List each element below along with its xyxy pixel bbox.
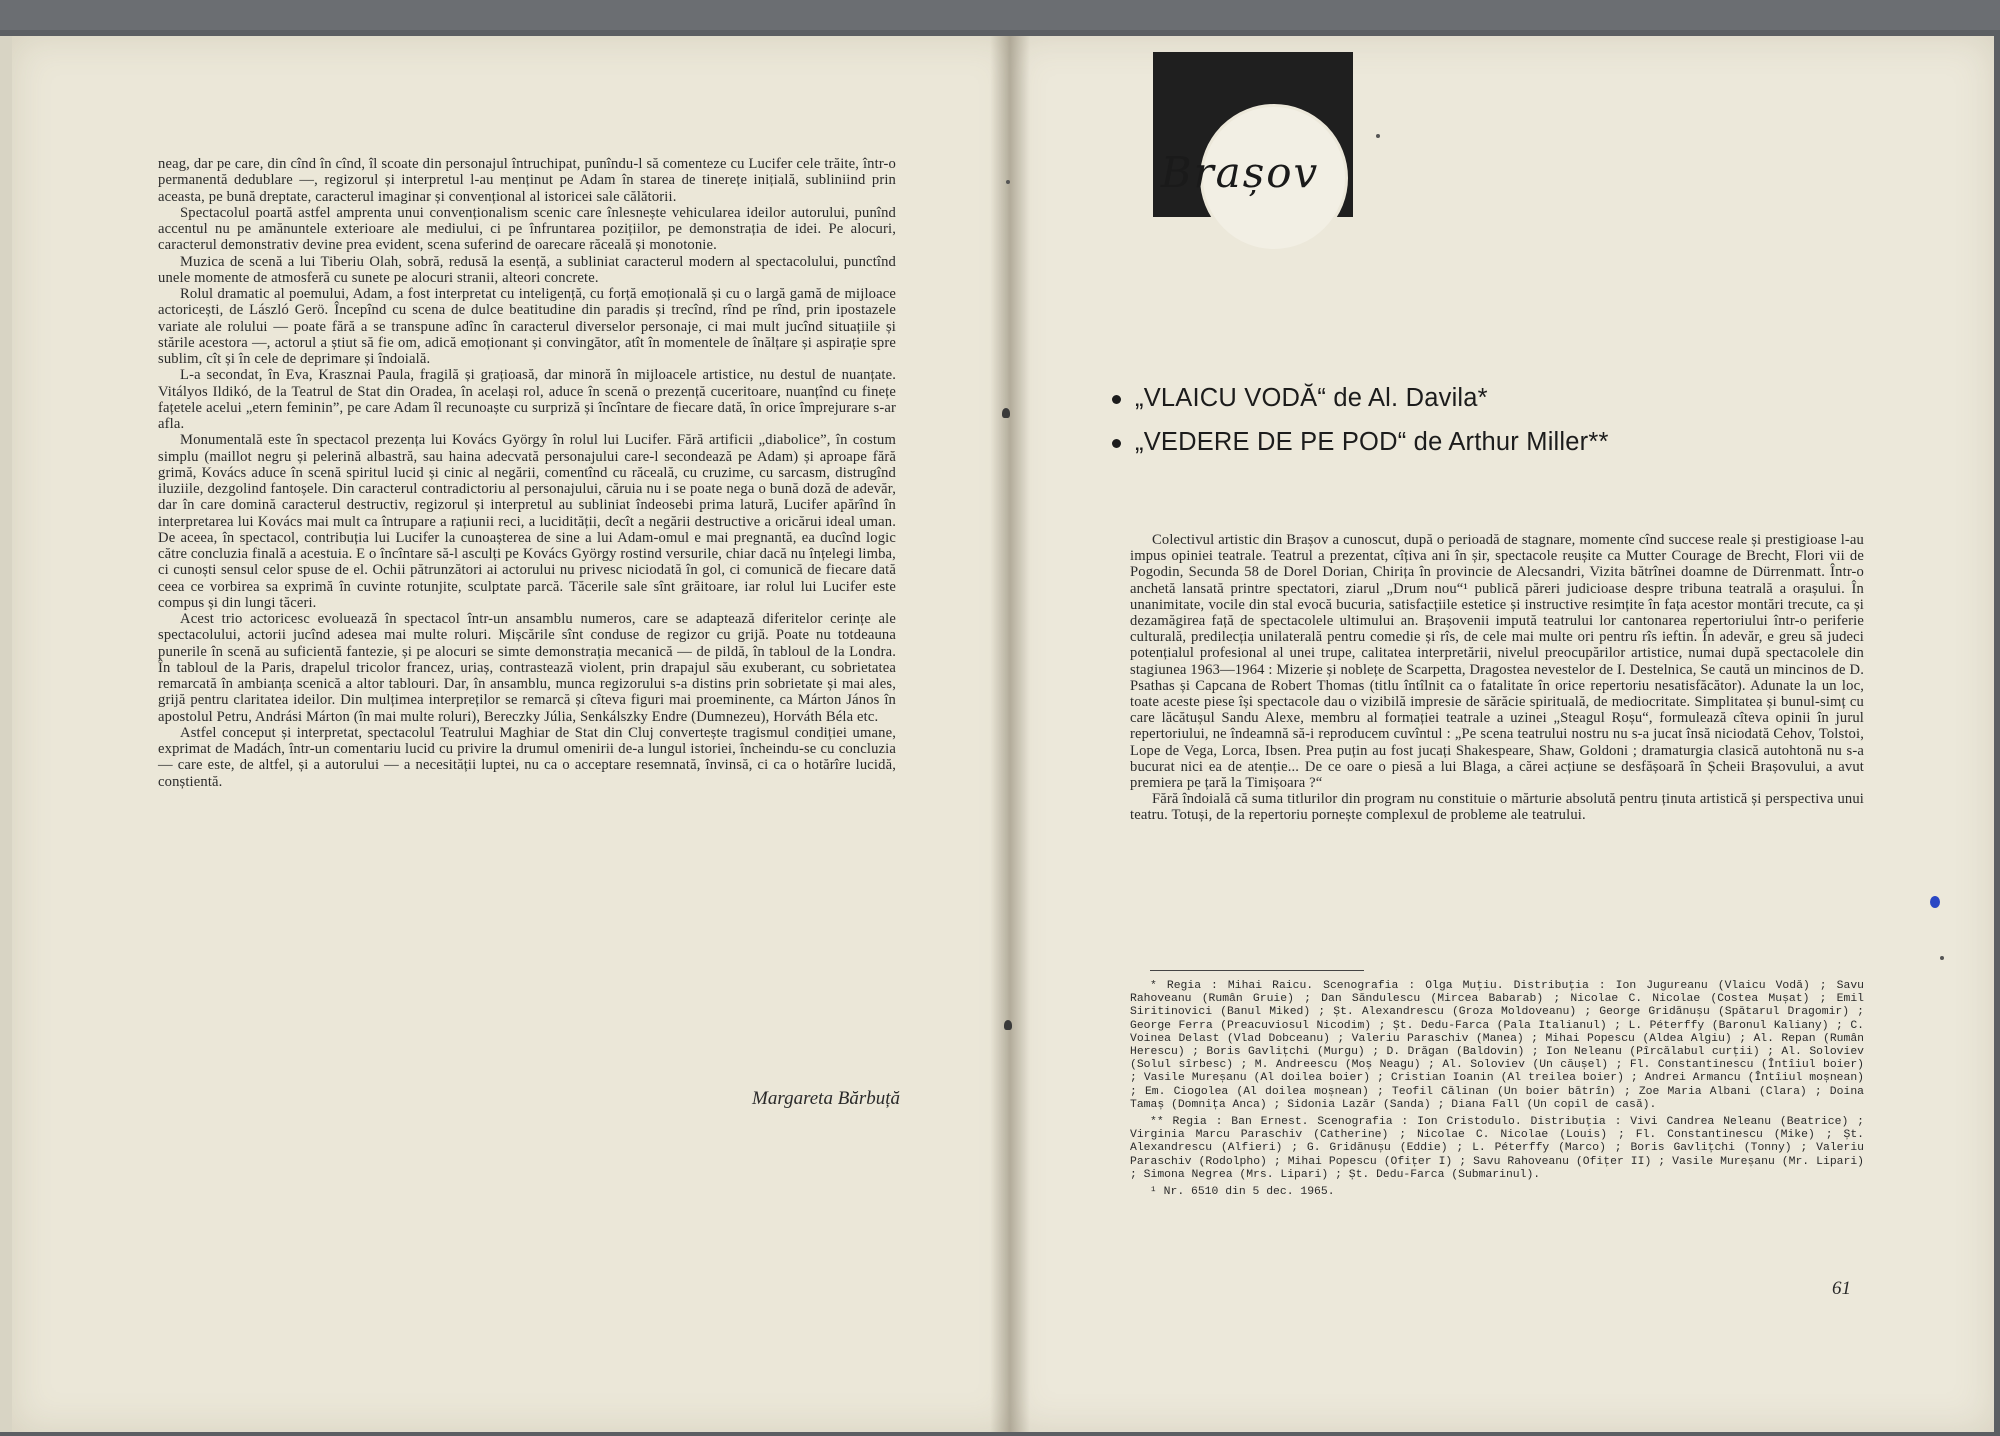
- bullet-icon: [1112, 395, 1121, 404]
- page-number: 61: [1832, 1278, 1851, 1299]
- bullet-icon: [1112, 439, 1121, 448]
- play-heading-text: „VEDERE DE PE POD“ de Arthur Miller**: [1135, 428, 1609, 456]
- binding-dot-icon: [1006, 180, 1010, 184]
- footnote: ** Regia : Ban Ernest. Scenografia : Ion Cristodulo. Distribuția : Vivi Candrea Neleanu (Beatrice) ; Virginia Marcu Paraschiv (Catherine) ; Nicolae C. Nicolae (Louis) ; Fl. Constantinescu (Mike) ; Șt. Alexandrescu (Alfieri) ; G. Gridănușu (Eddie) ; L. Péterffy (Marco) ; Boris Gavlițchi (Tonny) ; Valeriu Paraschiv (Rodolpho) ; Mihai Popescu (Ofițer I) ; Savu Rahoveanu (Ofițer II) ; Vasile Mureșanu (Mr. Lipari) ; Simona Negrea (Mrs. Lipari) ; Șt. Dedu-Farca (Submarinul).: [1130, 1116, 1864, 1181]
- binding-mark-icon: [1002, 408, 1010, 418]
- left-column-text: [158, 156, 896, 790]
- right-column-text: [1130, 532, 1864, 824]
- speck-icon: [1940, 956, 1944, 960]
- stray-ink-mark-icon: [1930, 896, 1940, 908]
- play-heading-2: [1112, 428, 1609, 457]
- paragraph: neag, dar pe care, din cînd în cînd, îl scoate din personajul întruchipat, punîndu-l să comenteze cu Lucifer cele trăite, într-o permanentă dedublare —, regizorul și interpretul l-au menținut pe Adam în starea de tinerețe inițială, subliniind prin aceasta, pe bună dreptate, caracterul imaginar și convențional al istoricei sale călătorii.: [158, 156, 896, 205]
- paragraph: Spectacolul poartă astfel amprenta unui convenționalism scenic care înlesnește vehicularea ideilor autorului, punînd accentul nu pe amănuntele exterioare ale mediului, ci pe înfruntarea pozițiilor, pe demonstrația de idei. Pe alocuri, caracterul demonstrativ devine prea evident, scena suferind de oarecare răceală și monotonie.: [158, 204, 896, 254]
- footnote-rule: [1150, 970, 1364, 971]
- book-gutter: [990, 36, 1030, 1432]
- binding-mark-icon: [1004, 1020, 1012, 1030]
- paragraph: L-a secondat, în Eva, Krasznai Paula, fragilă și grațioasă, dar minoră în mijloacele artistice, nu destul de nuanțate. Vitályos Ildikó, de la Teatrul de Stat din Oradea, în același rol, aduce în scenă o prezență cuceritoare, nuanțînd cu finețe fațetele acelui „etern feminin”, pe care Adam îl recunoaște cu surpriză și încîntare de fiecare dată, în orice împrejurare s-ar afla.: [158, 367, 896, 432]
- paragraph: Astfel conceput și interpretat, spectacolul Teatrului Maghiar de Stat din Cluj convertește tragismul condiției umane, exprimat de Madách, într-un comentariu lucid cu privire la drumul omenirii de-a lungul istoriei, încheindu-se cu concluzia — care este, de altfel, și a autorului — a necesității luptei, nu ca o acceptare resemnată, învinsă, ci ca o hotărîre lucidă, conștientă.: [158, 724, 896, 790]
- paragraph: Muzica de scenă a lui Tiberiu Olah, sobră, redusă la esență, a subliniat caracterul modern al spectacolului, punctînd unele momente de atmosferă cu sunete pe alocuri stranii, alteori concrete.: [158, 253, 896, 286]
- book-cover-top: [0, 0, 2000, 30]
- paragraph: Colectivul artistic din Brașov a cunoscut, după o perioadă de stagnare, momente cînd succese reale și prestigioase l-au impus opiniei teatrale. Teatrul a prezentat, cîțiva ani în șir, spectacole reușite ca Mutter Courage de Brecht, Flori vii de Pogodin, Secunda 58 de Dorel Dorian, Chirița în provincie de Alecsandri, Vizita bătrînei doamne de Dürrenmatt. Într-o anchetă lansată printre spectatori, ziarul „Drum nou“¹ publică păreri judicioase despre tribuna teatrală a orașului. În unanimitate, vocile din stal evocă bucuria, satisfacțiile estetice și instructive resimțite în fața acestor montări trecute, ca și dezamăgirea față de spectacolele ultimului an. Brașovenii impută teatrului lor cantonarea repertoriului într-o periferie culturală, predilecția unilaterală pentru comedie și rîs, de cele mai multe ori pentru rîs ieftin. În adevăr, e greu să judeci potențialul profesional al unei trupe, calitatea interpretării, nivelul preocupărilor artistice, numai după spectacolele din stagiunea 1963—1964 : Mizerie și noblețe de Scarpetta, Dragostea nevestelor de I. Destelnica, Se caută un mincinos de D. Psathas și Capcana de Robert Thomas (titlu întîlnit ca o fatalitate în orice repertoriu nesatisfăcător). Adunate la un loc, toate aceste piese își spectacole dau o vizibilă impresie de sărăcie spirituală, de mediocritate. Simplitatea și bunul-simț cu care lăcătușul Sandu Alexe, membru al formației teatrale a uzinei „Steagul Roșu“, formulează cîteva opinii în jurul repertoriului, ne îndeamnă să-i reproducem cuvîntul : „Pe scena teatrului nostru nu s-a jucat însă niciodată Cehov, Tolstoi, Lope de Vega, Lorca, Ibsen. Prea puțin au fost jucați Shakespeare, Shaw, Goldoni ; dramaturgia clasică autohtonă nu s-a bucurat nici ea de atenție... De ce oare o piesă a lui Blaga, a cărei acțiune se desfășoară în Șcheii Brașovului, a avut premiera pe țară la Timișoara ?“: [1130, 532, 1864, 792]
- paragraph: Rolul dramatic al poemului, Adam, a fost interpretat cu inteligență, cu forță emoțională și cu o largă gamă de mijloace actoricești, de László Gerö. Începînd cu scena de dulce beatitudine din paradis și trecînd, rînd pe rînd, prin ipostazele variate ale rolului — poate fără a se transpune adînc în caracterul diverselor personaje, ci mai mult jucînd situațiile și stările acestora —, actorul a știut să fie om, adică emoționant și convingător, atît în momentele de înălțare și aspirație spre sublim, cît și în cele de deprimare și îndoială.: [158, 286, 896, 367]
- play-heading-text: „VLAICU VODĂ“ de Al. Davila*: [1135, 384, 1488, 412]
- section-title: Brașov: [1160, 148, 1320, 197]
- footnotes: [1130, 980, 1864, 1203]
- author-signature: Margareta Bărbuță: [752, 1088, 900, 1109]
- paragraph: Monumentală este în spectacol prezența lui Kovács György în rolul lui Lucifer. Fără artificii „diabolice”, în costum simplu (maillot negru și pelerină albastră, sau haina adecvată personajului care-l secondează pe Adam) și aproape fără grimă, Kovács aduce în scenă spiritul lucid și cinic al negării, comentînd cu răceală, cu cruzime, cu sarcasm, distrugînd iluziile, dezgolind fantoșele. Din caracterul contradictoriu al personajului, căruia nu i se poate nega o bună doză de adevăr, dar în care domină caracterul destructiv, regizorul și interpretul au subliniat îndeosebi prima latură, Lucifer apărînd în interpretarea lui Kovács mai mult ca întrupare a rațiunii reci, a lucidității, decît a negării destructive a oricărui ideal uman. De aceea, în spectacol, contribuția lui Lucifer la cunoașterea de sine a lui Adam-omul e mai pregnantă, ea ducînd logic către concluzia finală a acestuia. E o încîntare să-l asculți pe Kovács György rostind versurile, chiar dacă nu înțelegi limba, ci cunoști sensul celor spuse de el. Ochii pătrunzători ai actorului nu privesc niciodată în gol, ci comunică de fiecare dată ceea ce vorbirea sa exprimă în cuvinte rotunjite, sculptate parcă. Tăcerile sale sînt grăitoare, iar rolul lui Lucifer este compus și din lungi tăceri.: [158, 432, 896, 611]
- footnote: * Regia : Mihai Raicu. Scenografia : Olga Muțiu. Distribuția : Ion Jugureanu (Vlaicu Vodă) ; Savu Rahoveanu (Rumân Gruie) ; Dan Săndulescu (Mircea Babarab) ; Nicolae C. Nicolae (Costea Mușat) ; Emil Siritinovici (Banul Miked) ; Șt. Alexandrescu (Groza Moldoveanu) ; George Gridănușu (Spătarul Dragomir) ; George Ferra (Preacuviosul Nicodim) ; Șt. Dedu-Farca (Pala Italianul) ; L. Péterffy (Baronul Kaliany) ; C. Voinea Delast (Vlad Dobceanu) ; Valeriu Paraschiv (Manea) ; Mihai Popescu (Aldea Algiu) ; Al. Repan (Rumân Herescu) ; Boris Gavlițchi (Murgu) ; D. Drăgan (Baldovin) ; Ion Neleanu (Pîrcălabul curții) ; Al. Soloviev (Solul sîrbesc) ; M. Andreescu (Moș Neagu) ; Al. Soloviev (Un căușel) ; Fl. Constantinescu (Întîiul boier) ; Vasile Mureșanu (Al doilea boier) ; Cristian Ioanin (Al treilea boier) ; Andrei Armancu (Întîiul moșnean) ; Em. Ciogolea (Al doilea moșnean) ; Teofil Călinan (Un boier bătrîn) ; Zoe Maria Albani (Clara) ; Doina Tamaș (Domnița Anca) ; Sidonia Lazăr (Sanda) ; Diana Fall (Un copil de casă).: [1130, 980, 1864, 1111]
- play-heading-1: [1112, 384, 1488, 413]
- speck-icon: [1376, 134, 1380, 138]
- paragraph: Acest trio actoricesc evoluează în spectacol într-un ansamblu numeros, care se adaptează diferitelor cerințe ale spectacolului, actorii jucînd adesea mai multe roluri. Mișcările sînt conduse de regizor cu grijă. Poate nu totdeauna punerile în scenă au suficientă fantezie, și pe alocuri se simte demonstrația mecanică — de pildă, în tabloul de la Londra. În tabloul de la Paris, drapelul tricolor francez, uriaș, contrastează violent, prin drapajul său exuberant, cu sobrietatea remarcată în ambianța scenică a altor tablouri. Dar, în ansamblu, munca regizorului s-a distins prin sobrietate și mai ales, grijă pentru claritatea ideilor. Din mulțimea interpreților se remarcă și cîteva figuri mai proeminente, ca Márton János în apostolul Petru, Andrási Márton (în mai multe roluri), Bereczky Júlia, Senkálszky Endre (Dumnezeu), Horváth Béla etc.: [158, 611, 896, 725]
- paragraph: Fără îndoială că suma titlurilor din program nu constituie o mărturie absolută pentru ținuta artistică și perspectiva unui teatru. Totuși, de la repertoriu pornește complexul de probleme ale teatrului.: [1130, 791, 1864, 824]
- footnote: ¹ Nr. 6510 din 5 dec. 1965.: [1150, 1186, 1335, 1199]
